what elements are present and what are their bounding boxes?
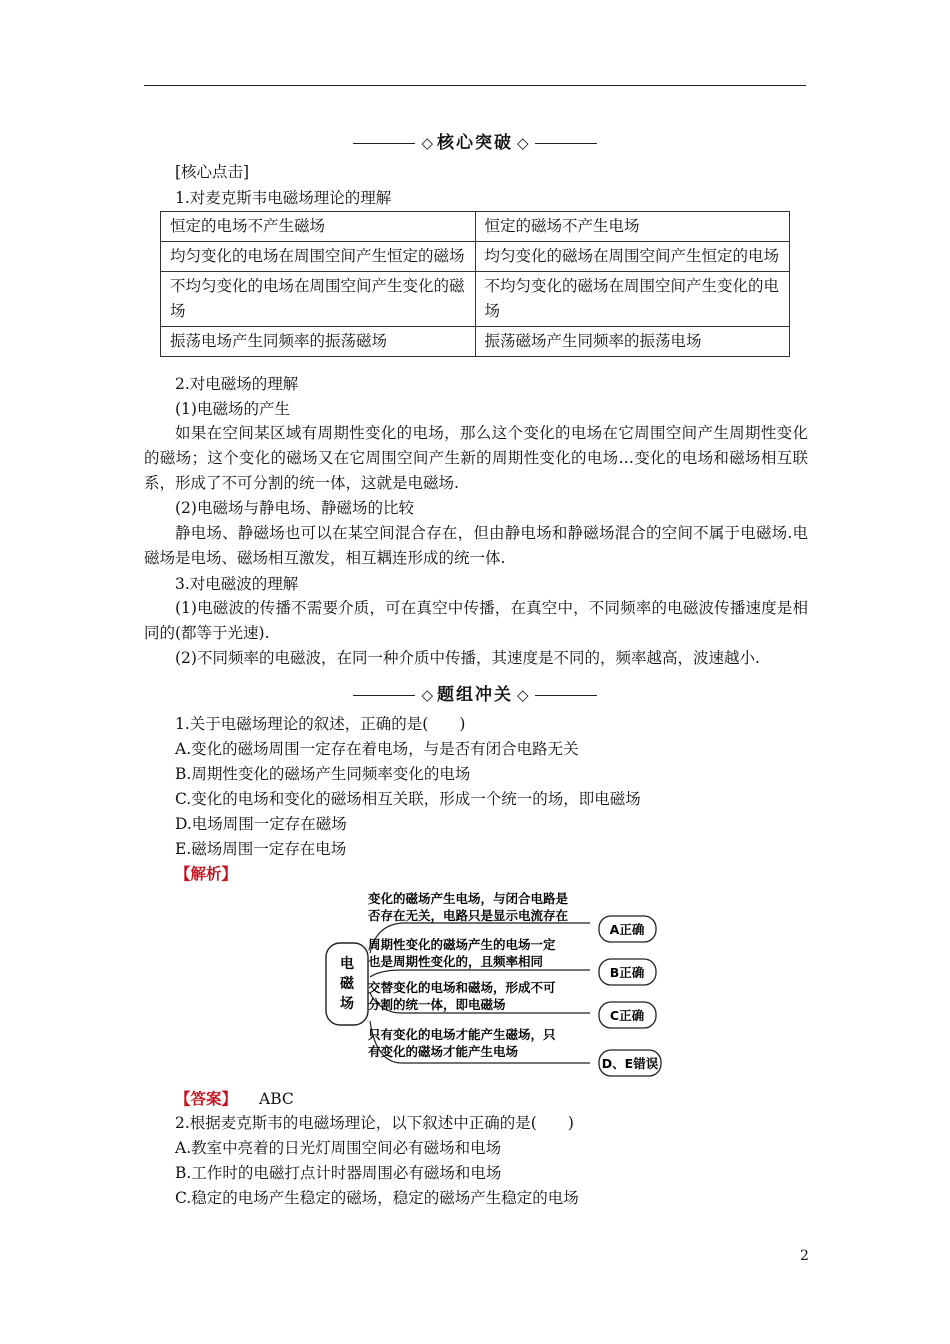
- item2-paragraph1: 如果在空间某区域有周期性变化的电场，那么这个变化的电场在它周围空间产生周期性变化的磁场；这个变化的磁场又在它周围空间产生新的周期性变化的电场…变化的电场和磁场相互联系，形成了不可分割的统一体，这就是电磁场.: [144, 424, 808, 492]
- question-1-option-d: D.电场周围一定存在磁场: [175, 815, 347, 833]
- table-cell: 不均匀变化的磁场在周围空间产生变化的电场: [475, 272, 790, 327]
- question-2-option-b: B.工作时的电磁打点计时器周围必有磁场和电场: [175, 1164, 502, 1182]
- diagram-branch-text: 只有变化的电场才能产生磁场，只: [368, 1027, 556, 1042]
- diagram-verdict: A正确: [609, 922, 645, 937]
- question-1-option-e: E.磁场周围一定存在电场: [175, 840, 347, 858]
- item1-heading: 1.对麦克斯韦电磁场理论的理解: [175, 189, 392, 207]
- diagram-branch-text: 也是周期性变化的，且频率相同: [368, 954, 544, 969]
- diagram-center-char: 磁: [340, 976, 354, 992]
- diagram-branch-text: 变化的磁场产生电场，与闭合电路是: [368, 891, 569, 906]
- table-row: [161, 327, 790, 357]
- diagram-verdict: D、E错误: [601, 1056, 659, 1071]
- answer-row: [175, 1087, 294, 1109]
- diagram-verdict: B正确: [609, 965, 645, 980]
- section-title: 题组冲关: [437, 685, 513, 705]
- section-title: 核心突破: [437, 133, 513, 153]
- item3-paragraph2: (2)不同频率的电磁波，在同一种介质中传播，其速度是不同的，频率越高，波速越小.: [175, 649, 760, 667]
- item3-heading: 3.对电磁波的理解: [175, 575, 299, 593]
- analysis-diagram: [320, 885, 670, 1080]
- item2-sub2: (2)电磁场与静电场、静磁场的比较: [175, 499, 414, 517]
- answer-label: 【答案】: [175, 1090, 238, 1108]
- item3-paragraph1: (1)电磁波的传播不需要介质，可在真空中传播，在真空中，不同频率的电磁波传播速度是相同的(都等于光速).: [144, 599, 808, 642]
- core-points-label: [核心点击]: [175, 163, 250, 181]
- diagram-center-char: 电: [340, 956, 354, 972]
- section-heading-core: ◇ 核心突破 ◇: [0, 128, 950, 153]
- answer-value: ABC: [259, 1090, 294, 1108]
- question-1-stem: 1.关于电磁场理论的叙述，正确的是( ): [175, 715, 466, 733]
- comparison-table: [160, 211, 790, 357]
- table-cell: 振荡电场产生同频率的振荡磁场: [161, 327, 476, 357]
- item2-paragraph2: 静电场、静磁场也可以在某空间混合存在，但由静电场和静磁场混合的空间不属于电磁场.电磁场是电场、磁场相互激发，相互耦连形成的统一体.: [144, 524, 808, 567]
- question-1-option-c: C.变化的电场和变化的磁场相互关联，形成一个统一的场，即电磁场: [175, 790, 641, 808]
- question-1-option-b: B.周期性变化的磁场产生同频率变化的电场: [175, 765, 471, 783]
- diagram-branch-text: 有变化的磁场才能产生电场: [368, 1044, 519, 1059]
- analysis-label: 【解析】: [175, 865, 238, 883]
- page-number: 2: [800, 1248, 809, 1264]
- table-cell: 不均匀变化的电场在周围空间产生变化的磁场: [161, 272, 476, 327]
- top-rule: [144, 85, 806, 86]
- question-2-stem: 2.根据麦克斯韦的电磁场理论，以下叙述中正确的是( ): [175, 1114, 574, 1132]
- table-row: [161, 272, 790, 327]
- table-cell: 均匀变化的磁场在周围空间产生恒定的电场: [475, 242, 790, 272]
- table-cell: 振荡磁场产生同频率的振荡电场: [475, 327, 790, 357]
- section-heading-exercises: ◇ 题组冲关 ◇: [0, 680, 950, 705]
- table-cell: 恒定的磁场不产生电场: [475, 212, 790, 242]
- diagram-branch-text: 分割的统一体，即电磁场: [368, 997, 506, 1012]
- item2-sub1: (1)电磁场的产生: [175, 400, 290, 418]
- diagram-verdict: C正确: [609, 1008, 645, 1023]
- question-1-option-a: A.变化的磁场周围一定存在着电场，与是否有闭合电路无关: [175, 740, 579, 758]
- item2-heading: 2.对电磁场的理解: [175, 375, 299, 393]
- question-2-option-a: A.教室中亮着的日光灯周围空间必有磁场和电场: [175, 1139, 502, 1157]
- question-2-option-c: C.稳定的电场产生稳定的磁场，稳定的磁场产生稳定的电场: [175, 1189, 579, 1207]
- table-row: [161, 242, 790, 272]
- table-cell: 均匀变化的电场在周围空间产生恒定的磁场: [161, 242, 476, 272]
- diagram-center-char: 场: [340, 996, 354, 1012]
- diagram-branch-text: 交替变化的电场和磁场，形成不可: [368, 980, 556, 995]
- diagram-branch-text: 周期性变化的磁场产生的电场一定: [368, 937, 556, 952]
- table-row: [161, 212, 790, 242]
- diagram-branch-text: 否存在无关，电路只是显示电流存在: [368, 908, 569, 923]
- table-cell: 恒定的电场不产生磁场: [161, 212, 476, 242]
